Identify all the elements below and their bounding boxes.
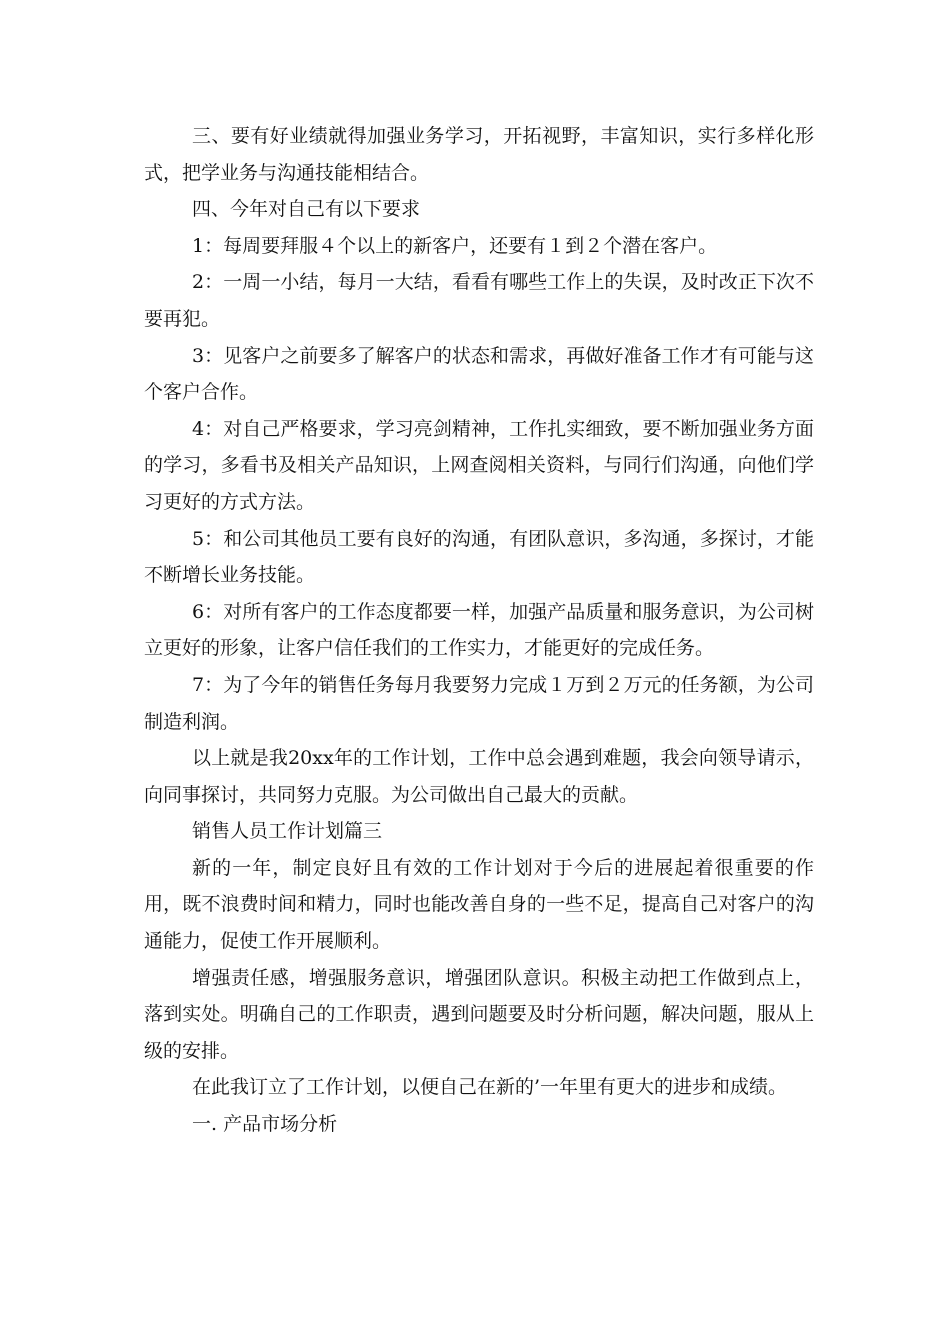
paragraph-summary: 以上就是我20xx年的工作计划，工作中总会遇到难题，我会向领导请示，向同事探讨，共同努力克服。为公司做出自己最大的贡献。 [144, 747, 814, 806]
heading-market-analysis: 一. 产品市场分析 [192, 1113, 338, 1136]
paragraph-plan-statement: 在此我订立了工作计划，以便自己在新的’一年里有更大的进步和成绩。 [192, 1076, 788, 1099]
paragraph-requirement-6: 6：对所有客户的工作态度都要一样，加强产品质量和服务意识，为公司树立更好的形象，让客户信任我们的工作实力，才能更好的完成任务。 [144, 600, 814, 660]
paragraph-requirement-4: 4：对自己严格要求，学习亮剑精神，工作扎实细致，要不断加强业务方面的学习，多看书及相关产品知识，上网查阅相关资料，与同行们沟通，向他们学习更好的方式方法。 [144, 417, 814, 513]
paragraph-new-year-intro: 新的一年，制定良好且有效的工作计划对于今后的进展起着很重要的作用，既不浪费时间和精力，同时也能改善自身的一些不足，提高自己对客户的沟通能力，促使工作开展顺利。 [144, 856, 814, 953]
paragraph-responsibility: 增强责任感，增强服务意识，增强团队意识。积极主动把工作做到点上，落到实处。明确自己的工作职责，遇到问题要及时分析问题，解决问题，服从上级的安排。 [144, 966, 814, 1062]
paragraph-requirement-5: 5：和公司其他员工要有良好的沟通，有团队意识，多沟通，多探讨，才能不断增长业务技能。 [144, 527, 814, 587]
paragraph-requirement-1: 1：每周要拜服４个以上的新客户，还要有１到２个潜在客户。 [192, 234, 718, 257]
section-title-part-three: 销售人员工作计划篇三 [192, 820, 383, 843]
paragraph-section-four-heading: 四、今年对自己有以下要求 [192, 198, 421, 221]
paragraph-requirement-7: 7：为了今年的销售任务每月我要努力完成１万到２万元的任务额，为公司制造利润。 [144, 673, 814, 733]
document-body [144, 118, 814, 1143]
paragraph-requirement-3: 3：见客户之前要多了解客户的状态和需求，再做好准备工作才有可能与这个客户合作。 [144, 344, 814, 404]
paragraph-requirement-2: 2：一周一小结，每月一大结，看看有哪些工作上的失误，及时改正下次不要再犯。 [144, 271, 814, 330]
paragraph-section-three: 三、要有好业绩就得加强业务学习，开拓视野，丰富知识，实行多样化形式，把学业务与沟通技能相结合。 [144, 125, 814, 184]
